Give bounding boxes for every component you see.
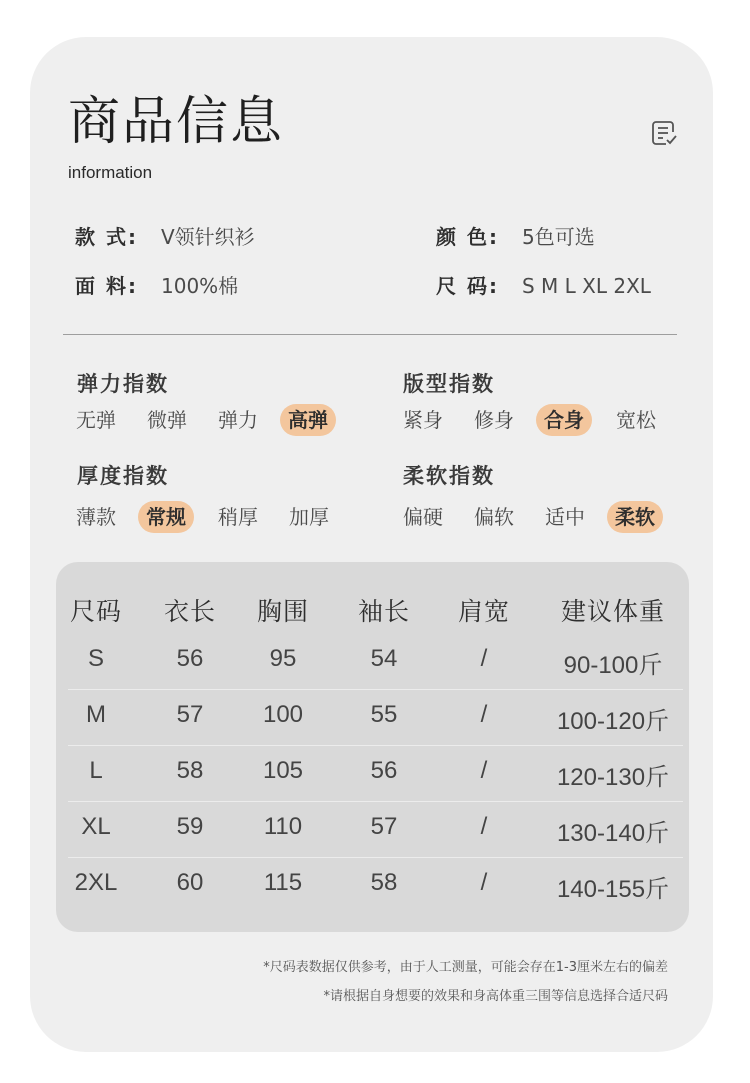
info-style — [75, 221, 255, 250]
header-shoulder: 肩宽 — [457, 597, 511, 626]
divider — [63, 334, 677, 335]
cell-chest: 100 — [262, 701, 304, 728]
table-row — [56, 634, 689, 690]
thickness-index-title: 厚度指数 — [77, 464, 169, 488]
document-check-icon — [650, 118, 680, 148]
cell-weight: 130-140斤 — [556, 820, 670, 847]
cell-sleeve: 55 — [370, 701, 398, 728]
elasticity-option: 微弹 — [147, 408, 187, 432]
cell-size: XL — [81, 813, 111, 840]
cell-sleeve: 57 — [370, 813, 398, 840]
cell-length: 58 — [176, 757, 204, 784]
size-table — [56, 562, 689, 932]
cell-weight: 120-130斤 — [556, 764, 670, 791]
material-value: 100%棉 — [161, 274, 239, 298]
cell-chest: 110 — [263, 813, 303, 840]
cell-shoulder: / — [480, 701, 488, 728]
thickness-options — [75, 501, 359, 533]
cell-shoulder: / — [480, 869, 488, 896]
cell-length: 59 — [176, 813, 204, 840]
info-material — [75, 270, 238, 299]
cell-chest: 105 — [262, 757, 304, 784]
fit-option: 修身 — [474, 408, 514, 432]
size-note-2: *请根据自身想要的效果和身高体重三围等信息选择合适尺码 — [323, 989, 668, 1004]
cell-shoulder: / — [480, 813, 488, 840]
color-label: 颜 色: — [436, 225, 499, 249]
elasticity-option: 无弹 — [76, 408, 116, 432]
table-row — [56, 690, 689, 746]
fit-options — [402, 404, 686, 436]
elasticity-options — [75, 404, 359, 436]
softness-option: 偏软 — [474, 505, 514, 529]
info-color — [436, 221, 595, 250]
size-note-1: *尺码表数据仅供参考，由于人工测量，可能会存在1-3厘米左右的偏差 — [263, 960, 668, 975]
table-row — [56, 858, 689, 914]
cell-shoulder: / — [480, 645, 488, 672]
header-sleeve: 袖长 — [357, 597, 411, 626]
softness-index-title: 柔软指数 — [403, 464, 495, 488]
cell-size: S — [87, 645, 105, 672]
cell-length: 56 — [176, 645, 204, 672]
fit-index-title: 版型指数 — [403, 372, 495, 396]
cell-sleeve: 56 — [370, 757, 398, 784]
cell-weight: 140-155斤 — [556, 876, 670, 903]
cell-chest: 115 — [263, 869, 303, 896]
header-chest: 胸围 — [256, 597, 310, 626]
header-size: 尺码 — [69, 597, 123, 626]
fit-option: 宽松 — [616, 408, 656, 432]
cell-shoulder: / — [480, 757, 488, 784]
size-table-header — [56, 584, 689, 628]
material-label: 面 料: — [75, 274, 138, 298]
cell-weight: 90-100斤 — [563, 652, 663, 679]
style-value: V领针织衫 — [161, 225, 255, 249]
cell-weight: 100-120斤 — [556, 708, 670, 735]
style-label: 款 式: — [75, 225, 138, 249]
cell-size: L — [89, 757, 103, 784]
color-value: 5色可选 — [522, 225, 595, 249]
size-value: S M L XL 2XL — [522, 274, 651, 298]
table-row — [56, 802, 689, 858]
softness-options — [402, 501, 686, 533]
thickness-option: 常规 — [146, 501, 217, 533]
page-title: 商品信息 — [68, 92, 285, 152]
info-size — [436, 270, 651, 299]
thickness-option: 薄款 — [76, 505, 116, 529]
header-weight: 建议体重 — [560, 597, 666, 626]
thickness-option: 稍厚 — [218, 505, 258, 529]
softness-option: 偏硬 — [403, 505, 443, 529]
fit-option: 合身 — [544, 404, 615, 436]
cell-chest: 95 — [269, 645, 297, 672]
cell-length: 60 — [176, 869, 204, 896]
elasticity-index-title: 弹力指数 — [77, 372, 169, 396]
softness-option: 适中 — [545, 505, 585, 529]
fit-option: 紧身 — [403, 408, 443, 432]
cell-size: 2XL — [74, 869, 118, 896]
thickness-option: 加厚 — [289, 505, 329, 529]
size-label: 尺 码: — [436, 274, 499, 298]
header-length: 衣长 — [163, 597, 217, 626]
cell-sleeve: 58 — [370, 869, 398, 896]
elasticity-option: 高弹 — [288, 404, 359, 436]
cell-sleeve: 54 — [370, 645, 398, 672]
table-row — [56, 746, 689, 802]
page-subtitle: information — [68, 163, 153, 182]
cell-length: 57 — [176, 701, 204, 728]
elasticity-option: 弹力 — [218, 408, 258, 432]
cell-size: M — [86, 701, 106, 728]
softness-option: 柔软 — [615, 501, 686, 533]
